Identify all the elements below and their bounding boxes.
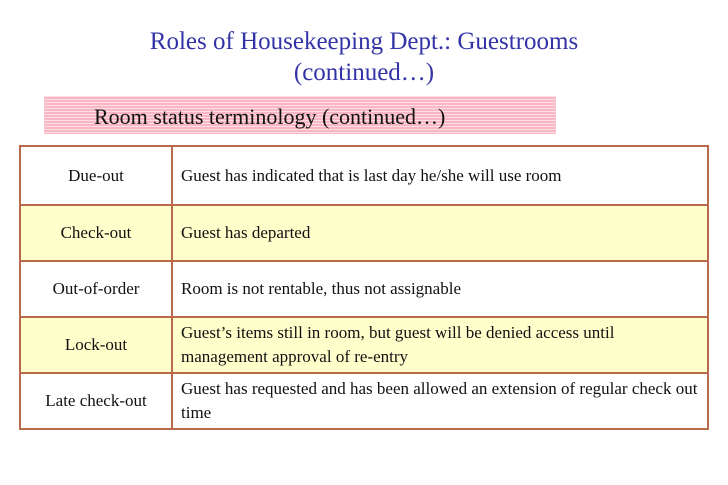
slide-title: [0, 26, 728, 88]
term-cell: Out-of-order: [20, 261, 172, 317]
table-row: [20, 261, 708, 317]
term-cell: Due-out: [20, 146, 172, 205]
table-row: [20, 146, 708, 205]
slide-title-line-2: (continued…): [293, 59, 435, 86]
definition-cell: Guest has requested and has been allowed an extension of regular check out time: [172, 373, 708, 429]
table-row: [20, 373, 708, 429]
term-cell: Lock-out: [20, 317, 172, 373]
term-cell: Check-out: [20, 205, 172, 261]
definition-cell: Guest’s items still in room, but guest will be denied access until management approval of re-entry: [172, 317, 708, 373]
definition-cell: Guest has indicated that is last day he/she will use room: [172, 146, 708, 205]
table-row: [20, 317, 708, 373]
slide-title-line-1: Roles of Housekeeping Dept.: Guestrooms: [149, 28, 579, 55]
definition-cell: Guest has departed: [172, 205, 708, 261]
table-row: [20, 205, 708, 261]
subtitle: Room status terminology (continued…): [94, 104, 446, 129]
definition-cell: Room is not rentable, thus not assignable: [172, 261, 708, 317]
terminology-table: [19, 145, 709, 430]
term-cell: Late check-out: [20, 373, 172, 429]
